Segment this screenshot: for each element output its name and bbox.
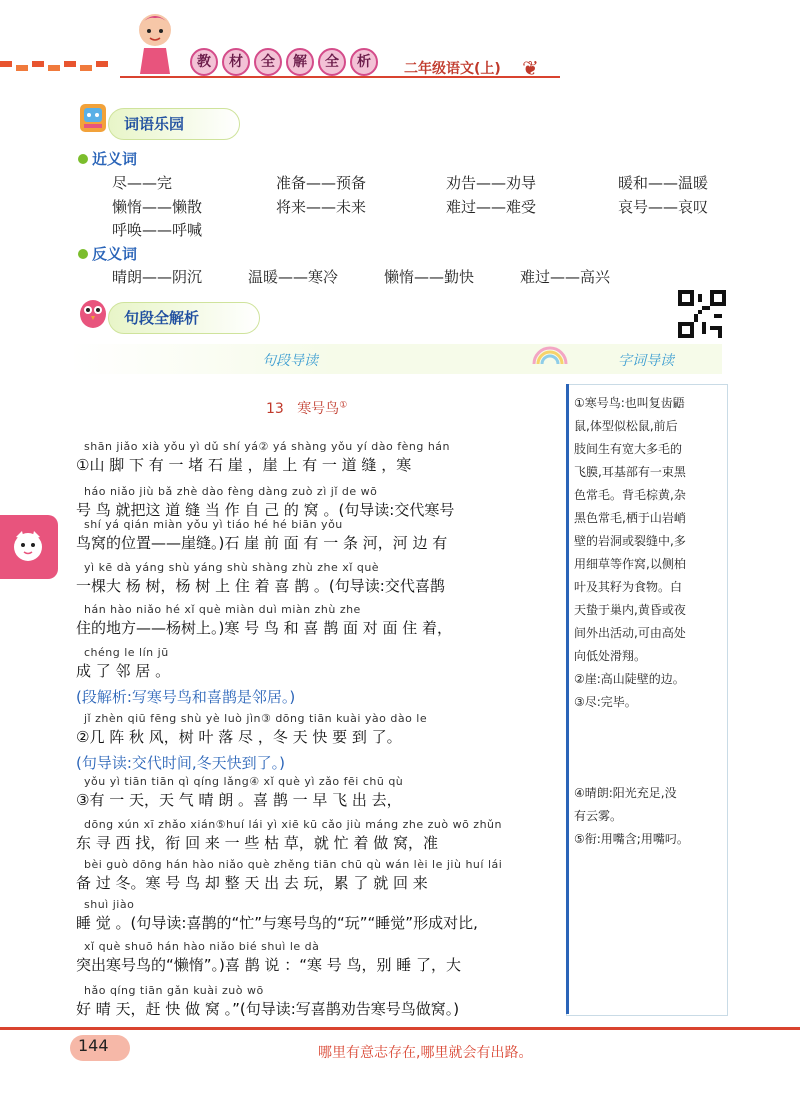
pinyin-line: hǎo qíng tiān gǎn kuài zuò wō — [84, 984, 264, 997]
header-title-char: 析 — [350, 48, 378, 76]
lesson-number: 13 — [266, 401, 284, 417]
header-mascot-icon — [130, 8, 180, 78]
pinyin-line: shān jiǎo xià yǒu yì dǔ shí yá② yá shàng yǒu yí dào fèng hán — [84, 440, 451, 453]
word-note-line: ②崖:高山陡壁的边。 — [574, 672, 685, 686]
leaf-icon: ❦ — [522, 56, 539, 80]
word-notes-top — [574, 392, 724, 714]
synonym-item: 劝告——劝导 — [446, 174, 537, 192]
antonym-item: 懒惰——勤快 — [384, 268, 475, 286]
antonym-item: 晴朗——阴沉 — [112, 268, 203, 286]
word-note-line: ③尽:完毕。 — [574, 695, 637, 709]
pinyin-line: xǐ què shuō hán hào niǎo bié shuì le dà — [84, 940, 320, 953]
header-subtitle: 二年级语文(上) — [404, 61, 501, 77]
pinyin-line: shí yá qián miàn yǒu yì tiáo hé hé biān yǒu — [84, 518, 343, 531]
right-header-label: 字词导读 — [618, 353, 674, 369]
lesson-note-mark: ① — [339, 400, 348, 411]
pinyin-line: chéng le lín jū — [84, 646, 169, 659]
text-line: 一棵大 杨 树，杨 树 上 住 着 喜 鹊 。(句导读:交代喜鹊 — [76, 577, 445, 595]
word-note-line: ①寒号鸟:也叫复齿鼯 — [574, 396, 685, 410]
text-line: 突出寒号鸟的“懒惰”。)喜 鹊 说 ：“寒 号 鸟，别 睡 了，大 — [76, 956, 462, 974]
header-title-char: 全 — [318, 48, 346, 76]
analysis-section-title: 句段全解析 — [124, 309, 200, 327]
antonym-item: 难过——高兴 — [520, 268, 611, 286]
book-mascot-icon — [78, 100, 108, 134]
synonyms-label: 近义词 — [92, 150, 138, 168]
word-note-line: 壁的岩洞或裂缝中,多 — [574, 534, 686, 548]
header-title — [190, 48, 378, 76]
text-line: ②几 阵 秋 风，树 叶 落 尽 ，冬 天 快 要 到 了。 — [76, 728, 402, 746]
left-header-label: 句段导读 — [262, 353, 318, 369]
page-number: 144 — [78, 1036, 109, 1055]
text-line: (句导读:交代时间,冬天快到了。) — [76, 754, 286, 772]
owl-mascot-icon — [78, 294, 108, 328]
pinyin-line: yì kē dà yáng shù yáng shù shàng zhù zhe xǐ què — [84, 561, 380, 574]
vocab-section-title: 词语乐园 — [124, 115, 185, 133]
word-note-line: 有云雾。 — [574, 809, 623, 823]
synonym-item: 暖和——温暖 — [618, 174, 709, 192]
word-note-line: 向低处滑翔。 — [574, 649, 647, 663]
word-note-line: 间外出活动,可由高处 — [574, 626, 686, 640]
header-title-char: 全 — [254, 48, 282, 76]
header-title-char: 教 — [190, 48, 218, 76]
text-line: 备 过 冬。寒 号 鸟 却 整 天 出 去 玩，累 了 就 回 来 — [76, 874, 428, 892]
header-title-char: 材 — [222, 48, 250, 76]
lesson-name: 寒号鸟 — [297, 401, 340, 417]
word-note-line: 色常毛。背毛棕黄,杂 — [574, 488, 686, 502]
word-note-line: 黑色常毛,栖于山岩峭 — [574, 511, 686, 525]
word-notes-accent — [566, 384, 569, 1014]
synonym-item: 懒惰——懒散 — [112, 198, 203, 216]
synonym-item: 将来——未来 — [276, 198, 367, 216]
text-line: 鸟窝的位置——崖缝。)石 崖 前 面 有 一 条 河，河 边 有 — [76, 534, 448, 552]
text-line: 住的地方——杨树上。)寒 号 鸟 和 喜 鹊 面 对 面 住 着， — [76, 619, 453, 637]
word-note-line: 鼠,体型似松鼠,前后 — [574, 419, 678, 433]
antonym-item: 温暖——寒冷 — [248, 268, 339, 286]
pinyin-line: háo niǎo jiù bǎ zhè dào fèng dàng zuò zì jǐ de wō — [84, 485, 378, 498]
text-line: ①山 脚 下 有 一 堵 石 崖 ，崖 上 有 一 道 缝 ，寒 — [76, 456, 412, 474]
lesson-title — [266, 398, 347, 418]
pinyin-line: dōng xún xī zhǎo xián⑤huí lái yì xiē kū cǎo jiù máng zhe zuò wō zhǔn — [84, 818, 503, 831]
pinyin-line: shuì jiào — [84, 898, 135, 911]
antonyms-heading — [78, 243, 137, 264]
text-line: (段解析:写寒号鸟和喜鹊是邻居。) — [76, 688, 296, 706]
side-tab — [0, 515, 58, 579]
word-notes-bottom — [574, 782, 724, 851]
synonym-item: 哀号——哀叹 — [618, 198, 709, 216]
synonym-item: 尽——完 — [112, 174, 173, 192]
word-note-line: ④晴朗:阳光充足,没 — [574, 786, 677, 800]
word-note-line: 叶及其籽为食物。白 — [574, 580, 683, 594]
header-title-char: 解 — [286, 48, 314, 76]
footer-rule — [0, 1027, 800, 1030]
word-note-line: 天蛰于巢内,黄昏或夜 — [574, 603, 686, 617]
synonym-item: 准备——预备 — [276, 174, 367, 192]
synonym-item: 呼唤——呼喊 — [112, 221, 203, 239]
text-line: 东 寻 西 找，衔 回 来 一 些 枯 草，就 忙 着 做 窝，准 — [76, 834, 438, 852]
word-note-line: 飞膜,耳基部有一束黑 — [574, 465, 686, 479]
word-note-line: ⑤衔:用嘴含;用嘴叼。 — [574, 832, 689, 846]
text-line: 成 了 邻 居 。 — [76, 662, 171, 680]
text-line: 睡 觉 。(句导读:喜鹊的“忙”与寒号鸟的“玩”“睡觉”形成对比, — [76, 914, 478, 932]
qr-code-icon[interactable] — [678, 290, 726, 338]
rainbow-icon — [530, 342, 570, 366]
text-line: ③有 一 天，天 气 晴 朗 。喜 鹊 一 早 飞 出 去， — [76, 791, 402, 809]
header-stripes — [0, 55, 130, 77]
word-note-line: 用细草等作窝,以侧柏 — [574, 557, 686, 571]
antonyms-label: 反义词 — [92, 245, 138, 263]
synonyms-heading — [78, 148, 137, 169]
text-line: 号 鸟 就把这 道 缝 当 作 自 己 的 窝 。(句导读:交代寒号 — [76, 501, 455, 519]
word-note-line: 肢间生有宽大多毛的 — [574, 442, 683, 456]
pinyin-line: yǒu yì tiān tiān qì qíng lǎng④ xǐ què yì zǎo fēi chū qù — [84, 775, 404, 788]
text-line: 好 晴 天，赶 快 做 窝 。”(句导读:写喜鹊劝告寒号鸟做窝。) — [76, 1000, 460, 1018]
synonym-item: 难过——难受 — [446, 198, 537, 216]
pinyin-line: hán hào niǎo hé xǐ què miàn duì miàn zhù zhe — [84, 603, 361, 616]
pinyin-line: jǐ zhèn qiū fēng shù yè luò jìn③ dōng tiān kuài yào dào le — [84, 712, 428, 725]
pinyin-line: bèi guò dōng hán hào niǎo què zhěng tiān chū qù wán lèi le jiù huí lái — [84, 858, 503, 871]
footer-motto: 哪里有意志存在,哪里就会有出路。 — [318, 1045, 533, 1061]
